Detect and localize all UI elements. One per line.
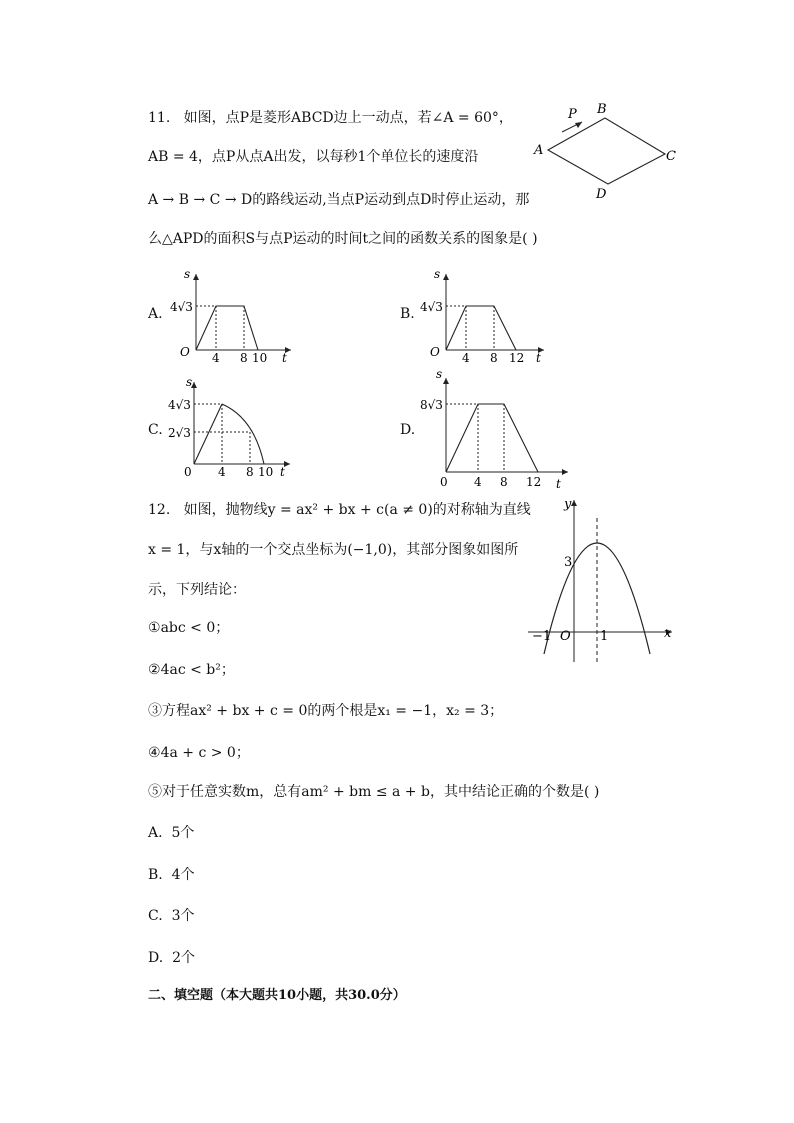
conclusion-4-text: 4a + c > 0；	[160, 745, 250, 761]
graph-c-xlabel: t	[280, 465, 285, 479]
circle-1: ①	[148, 620, 161, 636]
graph-d-yvalue: 8√3	[420, 398, 443, 412]
q12-conclusion-5	[148, 782, 599, 802]
answer-b-label: B.	[148, 867, 163, 883]
q11-option-b-label[interactable]: B.	[400, 306, 415, 322]
answer-d-text: 2个	[172, 950, 196, 966]
rhombus-figure	[530, 98, 690, 198]
graph-a-xlabel: t	[282, 351, 287, 364]
q12-line1	[148, 500, 531, 520]
answer-c-label: C.	[148, 908, 163, 924]
section-heading: 二、填空题（本大题共10小题，共30.0分）	[148, 988, 406, 1003]
q11-number: 11.	[148, 110, 171, 126]
q12-conclusion-3	[148, 701, 503, 721]
conclusion-5-text: 对于任意实数m，总有am² + bm ≤ a + b，其中结论正确的个数是( )	[162, 784, 600, 800]
graph-a-ylabel: s	[184, 267, 191, 281]
answer-b-text: 4个	[171, 867, 195, 883]
q11-graph-c[interactable]	[166, 370, 296, 480]
graph-a-tick-3: 10	[252, 351, 268, 364]
parabola-yintercept: 3	[564, 555, 573, 570]
graph-c-yvalue-2: 2√3	[168, 426, 191, 440]
q12-number: 12.	[148, 502, 171, 518]
rhombus-label-c: C	[666, 149, 676, 164]
q11-line1	[148, 108, 513, 128]
parabola-xone: 1	[600, 629, 609, 644]
graph-a-origin: O	[180, 345, 190, 359]
q11-line4: 么△APD的面积S与点P运动的时间t之间的函数关系的图象是( )	[148, 231, 538, 247]
conclusion-2-text: 4ac < b²；	[160, 662, 235, 678]
graph-d-tick-1: 4	[474, 475, 482, 489]
q11-graph-a[interactable]	[166, 264, 296, 364]
graph-a-yvalue: 4√3	[170, 300, 193, 314]
q11-graph-b[interactable]	[416, 264, 551, 364]
conclusion-1-text: abc < 0；	[160, 620, 230, 636]
graph-d-origin: 0	[440, 475, 448, 489]
q12-conclusion-2	[148, 660, 235, 680]
graph-b-tick-3: 12	[509, 351, 525, 364]
graph-b-tick-2: 8	[490, 351, 498, 364]
rhombus-label-b: B	[597, 102, 607, 117]
answer-a-label: A.	[148, 825, 163, 841]
parabola-origin: O	[560, 629, 571, 644]
q12-line1-text: 如图，抛物线y = ax² + bx + c(a ≠ 0)的对称轴为直线	[183, 502, 531, 518]
q12-answer-c[interactable]	[148, 906, 195, 926]
q11-option-d-label[interactable]: D.	[400, 422, 416, 438]
circle-4: ④	[148, 745, 161, 761]
q11-graph-d[interactable]	[416, 366, 576, 490]
answer-d-label: D.	[148, 950, 164, 966]
circle-2: ②	[148, 662, 161, 678]
rhombus-label-d: D	[596, 187, 607, 198]
graph-d-tick-2: 8	[500, 475, 508, 489]
q12-line2: x = 1，与x轴的一个交点坐标为(−1,0)，其部分图象如图所	[148, 542, 519, 558]
graph-c-ylabel: s	[186, 375, 193, 389]
graph-a-tick-1: 4	[212, 351, 220, 364]
graph-b-tick-1: 4	[462, 351, 470, 364]
graph-d-ylabel: s	[436, 367, 443, 381]
q12-answer-a[interactable]	[148, 823, 194, 843]
graph-d-tick-3: 12	[526, 475, 542, 489]
parabola-figure	[522, 494, 682, 672]
answer-c-text: 3个	[171, 908, 195, 924]
graph-c-origin: 0	[184, 465, 192, 479]
parabola-xneg: −1	[532, 629, 552, 644]
q12-conclusion-1	[148, 618, 229, 638]
q12-answer-b[interactable]	[148, 865, 195, 885]
graph-b-yvalue: 4√3	[420, 300, 443, 314]
q12-conclusion-4	[148, 743, 250, 763]
q11-option-a-label[interactable]: A.	[148, 306, 163, 322]
graph-c-tick-3: 10	[258, 465, 274, 479]
rhombus-label-a: A	[534, 143, 544, 158]
parabola-ylabel: y	[564, 497, 572, 512]
graph-c-yvalue-1: 4√3	[168, 398, 191, 412]
q11-line3: A → B → C → D的路线运动,当点P运动到点D时停止运动，那	[148, 192, 530, 208]
circle-3: ③	[148, 703, 162, 719]
q11-option-c-label[interactable]: C.	[148, 422, 163, 438]
graph-c-tick-2: 8	[246, 465, 254, 479]
graph-c-tick-1: 4	[218, 465, 226, 479]
graph-a-tick-2: 8	[240, 351, 248, 364]
graph-b-ylabel: s	[434, 267, 441, 281]
graph-d-xlabel: t	[556, 477, 561, 490]
q12-line3: 示，下列结论：	[148, 582, 246, 598]
q12-answer-d[interactable]	[148, 948, 195, 968]
conclusion-3-text: 方程ax² + bx + c = 0的两个根是x₁ = −1，x₂ = 3；	[162, 703, 504, 719]
q11-line2: AB = 4，点P从点A出发，以每秒1个单位长的速度沿	[148, 149, 479, 165]
graph-b-xlabel: t	[536, 351, 541, 364]
q11-line1-text: 如图，点P是菱形ABCD边上一动点，若∠A = 60°，	[183, 110, 513, 126]
parabola-xlabel: x	[664, 626, 672, 641]
graph-b-origin: O	[430, 345, 440, 359]
circle-5: ⑤	[148, 784, 162, 800]
answer-a-text: 5个	[171, 825, 195, 841]
rhombus-label-p: P	[568, 107, 577, 122]
